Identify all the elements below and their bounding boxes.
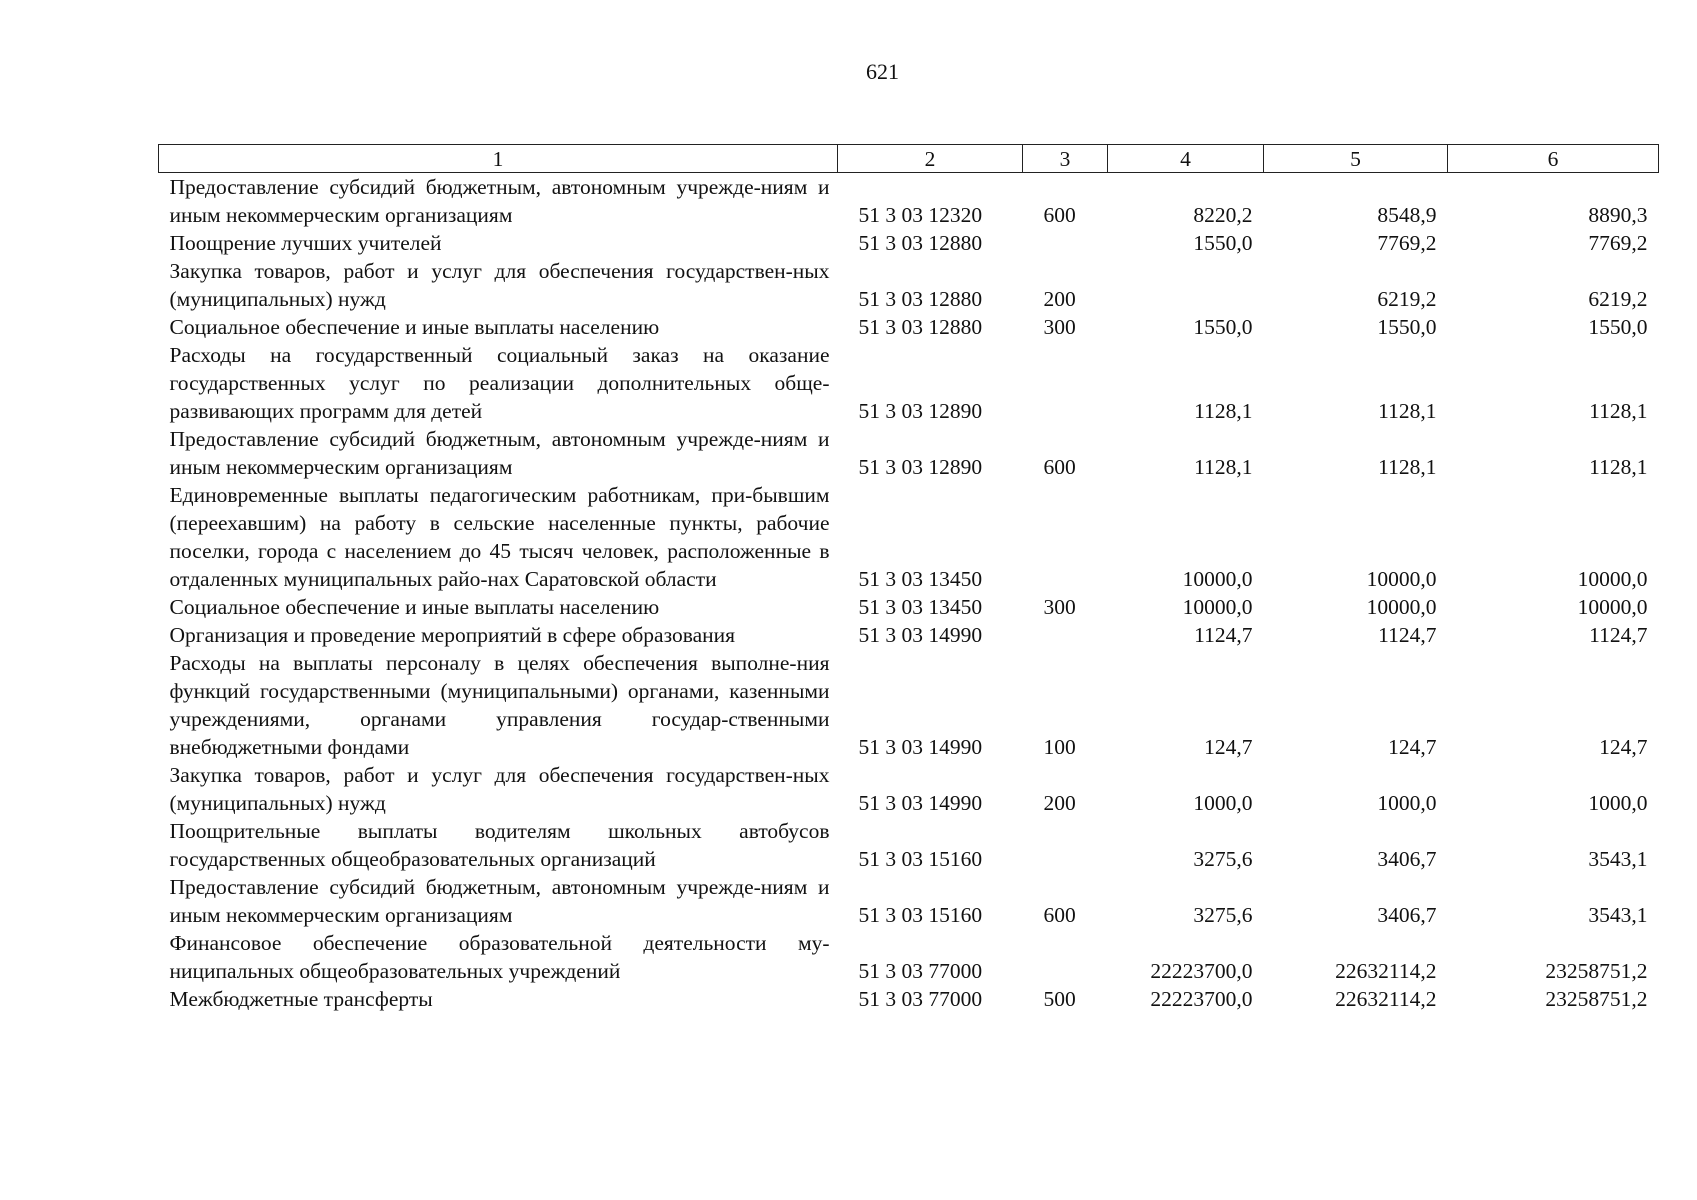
row-value-col-5: 10000,0: [1366, 567, 1437, 591]
row-value-col-5: 1550,0: [1377, 315, 1437, 339]
row-value-col-6: 1550,0: [1588, 315, 1648, 339]
table-row: [159, 481, 1659, 593]
table-row: [159, 257, 1659, 313]
row-name: Социальное обеспечение и иные выплаты населению: [169, 315, 660, 339]
row-value-col-6: 1128,1: [1589, 455, 1648, 479]
table-row: [159, 593, 1659, 621]
row-value-col-6: 124,7: [1599, 735, 1648, 759]
table-row: [159, 425, 1659, 481]
row-value-col-6: 1124,7: [1589, 623, 1648, 647]
row-value-col-4: 1128,1: [1194, 455, 1253, 479]
row-code: 51 3 03 12890: [858, 399, 983, 423]
row-value-col-4: 3275,6: [1193, 903, 1253, 927]
row-expense-type: 300: [1043, 595, 1076, 619]
row-expense-type: 600: [1043, 203, 1076, 227]
table-body: [159, 173, 1659, 1014]
row-value-col-5: 1128,1: [1378, 399, 1437, 423]
row-code: 51 3 03 13450: [858, 567, 983, 591]
row-value-col-4: 22223700,0: [1150, 987, 1253, 1011]
header-row: [159, 145, 1659, 173]
table-row: [159, 929, 1659, 985]
row-code: 51 3 03 77000: [858, 987, 983, 1011]
row-expense-type: [1023, 229, 1108, 257]
row-value-col-6: 1128,1: [1589, 399, 1648, 423]
row-code: 51 3 03 15160: [858, 903, 983, 927]
row-value-col-5: 3406,7: [1377, 903, 1437, 927]
row-value-col-4: 1550,0: [1193, 315, 1253, 339]
row-code: 51 3 03 12890: [858, 455, 983, 479]
row-value-col-6: 3543,1: [1588, 847, 1648, 871]
row-expense-type: [1023, 481, 1108, 593]
table-row: [159, 985, 1659, 1013]
row-expense-type: 100: [1043, 735, 1076, 759]
row-name: Предоставление субсидий бюджетным, автономным учрежде-ниям и иным некоммерческим организациям: [169, 875, 830, 927]
row-expense-type: [1023, 817, 1108, 873]
row-name: Межбюджетные трансферты: [169, 987, 433, 1011]
row-code: 51 3 03 14990: [858, 623, 983, 647]
row-name: Единовременные выплаты педагогическим работникам, при-бывшим (переехавшим) на работу в сельские населенные пункты, рабочие поселки, города с населением до 45 тысяч человек, расположенные в отдаленных муниципальных райо-нах Саратовской области: [169, 483, 830, 591]
row-value-col-5: 1128,1: [1378, 455, 1437, 479]
row-code: 51 3 03 12320: [858, 203, 983, 227]
row-value-col-4: 10000,0: [1182, 567, 1253, 591]
row-name: Предоставление субсидий бюджетным, автономным учрежде-ниям и иным некоммерческим организациям: [169, 175, 830, 227]
row-name: Закупка товаров, работ и услуг для обеспечения государствен-ных (муниципальных) нужд: [169, 763, 830, 815]
row-expense-type: [1023, 929, 1108, 985]
row-value-col-4: 1000,0: [1193, 791, 1253, 815]
row-code: 51 3 03 14990: [858, 791, 983, 815]
row-expense-type: [1023, 341, 1108, 425]
page-number: 621: [866, 59, 899, 84]
row-value-col-4: [1108, 257, 1264, 313]
row-value-col-6: 3543,1: [1588, 903, 1648, 927]
row-value-col-4: 1124,7: [1194, 623, 1253, 647]
row-value-col-6: 8890,3: [1588, 203, 1648, 227]
row-value-col-6: 10000,0: [1577, 595, 1648, 619]
row-name: Социальное обеспечение и иные выплаты населению: [169, 595, 660, 619]
row-value-col-4: 3275,6: [1193, 847, 1253, 871]
row-expense-type: 500: [1043, 987, 1076, 1011]
row-value-col-5: 1000,0: [1377, 791, 1437, 815]
row-value-col-4: 1128,1: [1194, 399, 1253, 423]
table-header: [159, 145, 1659, 173]
row-name: Организация и проведение мероприятий в сфере образования: [169, 623, 736, 647]
row-code: 51 3 03 13450: [858, 595, 983, 619]
row-expense-type: 300: [1043, 315, 1076, 339]
row-name: Расходы на выплаты персоналу в целях обеспечения выполне-ния функций государственными (муниципальными) органами, казенными учреждениями, органами управления государ-ственными внебюджетными фондами: [169, 651, 830, 759]
row-name: Финансовое обеспечение образовательной деятельности му-ниципальных общеобразовательных учреждений: [169, 931, 830, 983]
row-value-col-6: 1000,0: [1588, 791, 1648, 815]
row-name: Поощрение лучших учителей: [169, 231, 442, 255]
row-name: Предоставление субсидий бюджетным, автономным учрежде-ниям и иным некоммерческим организациям: [169, 427, 830, 479]
table-row: [159, 341, 1659, 425]
row-value-col-4: 1550,0: [1193, 231, 1253, 255]
row-value-col-5: 10000,0: [1366, 595, 1437, 619]
row-value-col-4: 8220,2: [1193, 203, 1253, 227]
table-row: [159, 313, 1659, 341]
table-row: [159, 229, 1659, 257]
row-value-col-4: 22223700,0: [1150, 959, 1253, 983]
row-expense-type: 200: [1043, 287, 1076, 311]
row-value-col-6: 7769,2: [1588, 231, 1648, 255]
table-row: [159, 817, 1659, 873]
row-name: Поощрительные выплаты водителям школьных автобусов государственных общеобразовательных организаций: [169, 819, 830, 871]
header-col-4: 4: [1108, 145, 1264, 173]
header-col-6: 6: [1448, 145, 1659, 173]
header-col-3: 3: [1023, 145, 1108, 173]
row-value-col-4: 124,7: [1204, 735, 1253, 759]
row-code: 51 3 03 12880: [858, 287, 983, 311]
row-value-col-6: 10000,0: [1577, 567, 1648, 591]
table-row: [159, 761, 1659, 817]
table-row: [159, 621, 1659, 649]
row-value-col-6: 6219,2: [1588, 287, 1648, 311]
row-value-col-5: 6219,2: [1377, 287, 1437, 311]
header-col-2: 2: [838, 145, 1023, 173]
row-value-col-6: 23258751,2: [1545, 959, 1648, 983]
row-value-col-6: 23258751,2: [1545, 987, 1648, 1011]
row-code: 51 3 03 12880: [858, 315, 983, 339]
row-value-col-5: 7769,2: [1377, 231, 1437, 255]
budget-table: [158, 144, 1659, 1013]
row-value-col-4: 10000,0: [1182, 595, 1253, 619]
row-code: 51 3 03 12880: [858, 231, 983, 255]
row-expense-type: 200: [1043, 791, 1076, 815]
table-row: [159, 649, 1659, 761]
row-name: Закупка товаров, работ и услуг для обеспечения государствен-ных (муниципальных) нужд: [169, 259, 830, 311]
row-value-col-5: 1124,7: [1378, 623, 1437, 647]
row-code: 51 3 03 15160: [858, 847, 983, 871]
row-value-col-5: 8548,9: [1377, 203, 1437, 227]
row-value-col-5: 3406,7: [1377, 847, 1437, 871]
row-expense-type: 600: [1043, 903, 1076, 927]
row-value-col-5: 124,7: [1388, 735, 1437, 759]
row-value-col-5: 22632114,2: [1335, 987, 1437, 1011]
table-row: [159, 173, 1659, 230]
table-row: [159, 873, 1659, 929]
header-col-5: 5: [1264, 145, 1448, 173]
row-expense-type: 600: [1043, 455, 1076, 479]
row-value-col-5: 22632114,2: [1335, 959, 1437, 983]
row-name: Расходы на государственный социальный заказ на оказание государственных услуг по реализации дополнительных обще-развивающих программ для детей: [169, 343, 830, 423]
header-col-1: 1: [159, 145, 838, 173]
row-code: 51 3 03 14990: [858, 735, 983, 759]
row-expense-type: [1023, 621, 1108, 649]
row-code: 51 3 03 77000: [858, 959, 983, 983]
